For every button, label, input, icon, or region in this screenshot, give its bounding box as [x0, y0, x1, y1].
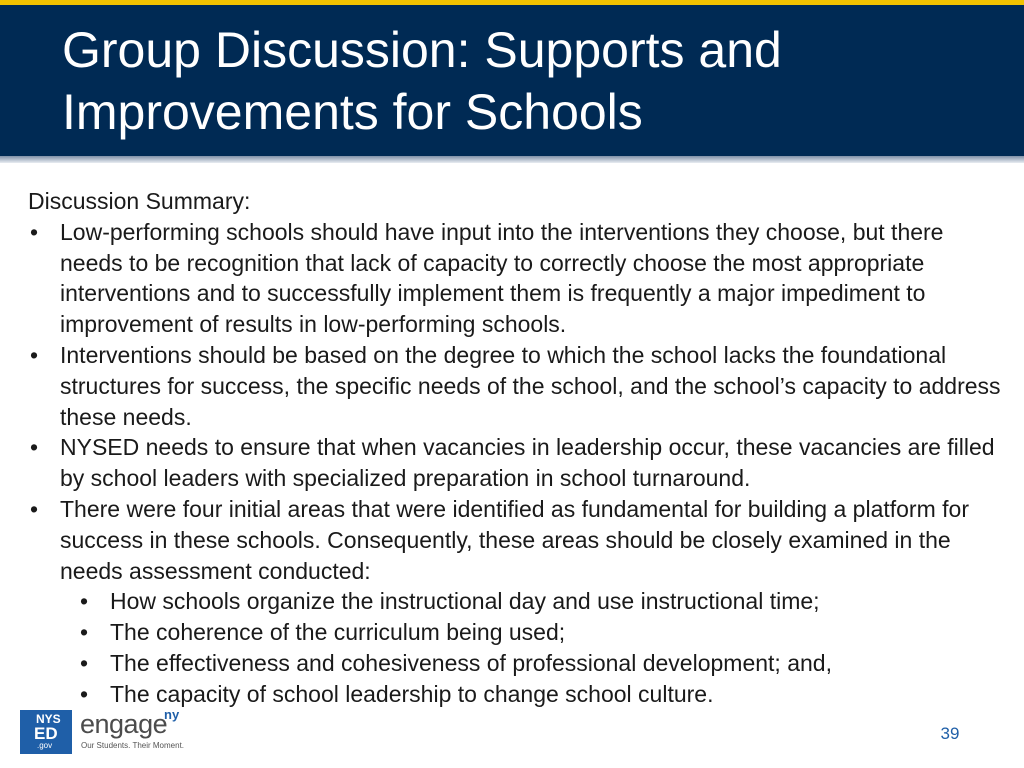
sub-bullet-item: • The coherence of the curriculum being used; — [78, 617, 1003, 648]
summary-bullets — [28, 217, 1003, 587]
slide-title: Group Discussion: Supports and Improvements for Schools — [62, 22, 782, 140]
bullet-item: • NYSED needs to ensure that when vacancies in leadership occur, these vacancies are filled by school leaders with specialized preparation in school turnaround. — [28, 432, 1003, 494]
bullet-item: • Interventions should be based on the degree to which the school lacks the foundational structures for success, the specific needs of the school, and the school’s capacity to address these needs. — [28, 340, 1003, 432]
nysed-top-text: NYS — [36, 712, 61, 726]
slide-body — [28, 186, 1003, 710]
slide-number: 39 — [940, 724, 960, 743]
bullet-item: • Low-performing schools should have input into the interventions they choose, but there needs to be recognition that lack of capacity to correctly choose the most appropriate interventions and to successfully implement them is frequently a major impediment to improvement of results in low-performing schools. — [28, 217, 1003, 340]
focus-area-subbullets — [28, 586, 1003, 709]
engageny-logo — [20, 707, 195, 756]
engage-superscript: ny — [164, 707, 180, 722]
discussion-summary-label: Discussion Summary: — [28, 188, 251, 214]
bullet-item: • There were four initial areas that were identified as fundamental for building a platform for success in these schools. Consequently, these areas should be closely examined in the needs assessment conducted: — [28, 494, 1003, 586]
sub-bullet-item: • The effectiveness and cohesiveness of professional development; and, — [78, 648, 1003, 679]
title-banner — [0, 5, 1024, 156]
nysed-state-icon — [20, 710, 72, 754]
sub-bullet-item: • How schools organize the instructional day and use instructional time; — [78, 586, 1003, 617]
nysed-bot-text: .gov — [37, 741, 53, 750]
sub-bullet-item: • The capacity of school leadership to change school culture. — [78, 679, 1003, 710]
logo-tagline: Our Students. Their Moment. — [81, 741, 185, 750]
engage-wordmark: engage — [80, 709, 168, 739]
banner-shadow — [0, 156, 1024, 163]
nysed-mid-text: ED — [34, 724, 58, 743]
